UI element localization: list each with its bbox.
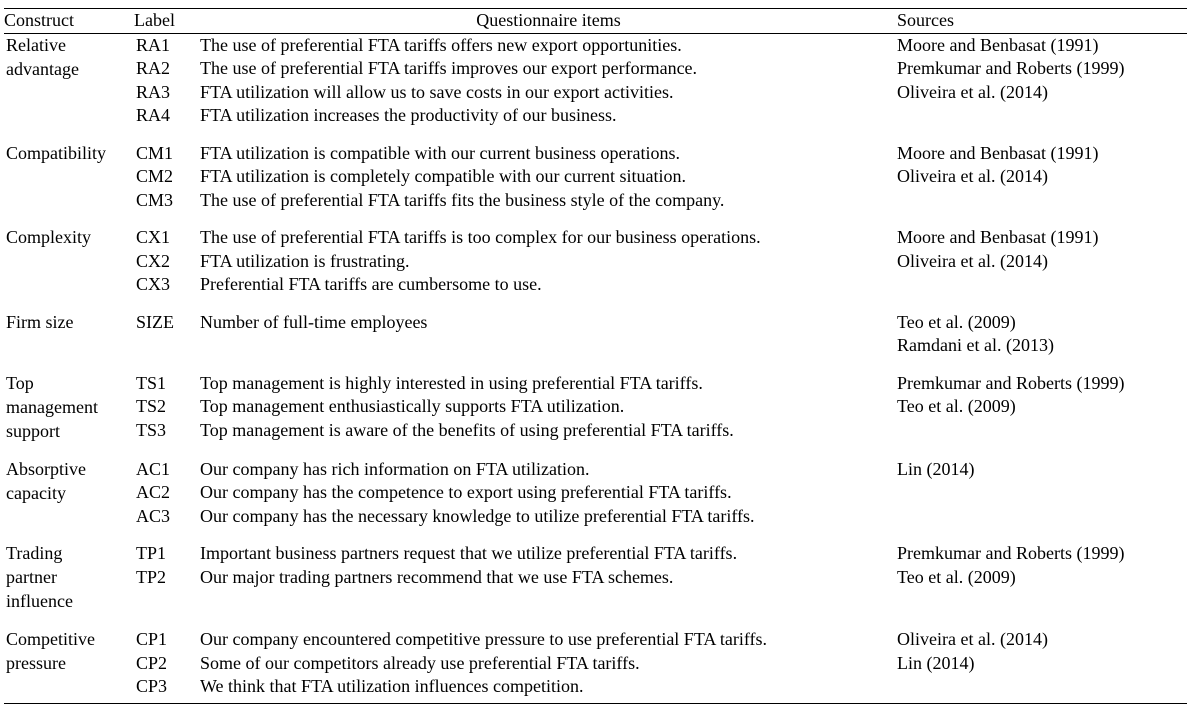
questionnaire-item: FTA utilization increases the productivity of our business. <box>200 105 617 125</box>
questionnaire-item: The use of preferential FTA tariffs improves our export performance. <box>200 58 698 78</box>
questionnaire-item: FTA utilization is completely compatible with our current situation. <box>200 166 686 186</box>
header-label: Label <box>134 10 175 30</box>
questionnaire-item: Important business partners request that we utilize preferential FTA tariffs. <box>200 543 738 563</box>
source-citation: Ramdani et al. (2013) <box>897 335 1054 355</box>
item-label: TP1 <box>136 543 167 563</box>
label-cell <box>134 33 200 142</box>
table-row <box>4 628 1187 703</box>
item-label: CX1 <box>136 227 171 247</box>
construct-text: support <box>6 420 60 441</box>
label-cell <box>134 226 200 311</box>
label-cell <box>134 311 200 372</box>
label-cell <box>134 628 200 703</box>
construct-cell <box>4 628 134 703</box>
item-label: RA4 <box>136 105 171 125</box>
items-cell <box>200 33 897 142</box>
source-citation: Moore and Benbasat (1991) <box>897 227 1099 247</box>
questionnaire-table <box>4 8 1187 703</box>
questionnaire-item: FTA utilization is frustrating. <box>200 250 410 271</box>
item-label: CM3 <box>136 189 174 210</box>
source-citation: Teo et al. (2009) <box>897 566 1016 587</box>
items-cell <box>200 458 897 543</box>
item-label: CX3 <box>136 274 171 294</box>
questionnaire-item: FTA utilization is compatible with our current business operations. <box>200 142 680 163</box>
item-label: CP3 <box>136 676 168 696</box>
sources-cell <box>897 226 1187 311</box>
construct-text: pressure <box>6 653 66 673</box>
source-citation: Lin (2014) <box>897 458 975 479</box>
questionnaire-item: The use of preferential FTA tariffs offers new export opportunities. <box>200 34 682 55</box>
questionnaire-item: Our major trading partners recommend that we use FTA schemes. <box>200 566 674 587</box>
table-row <box>4 33 1187 142</box>
questionnaire-item: Our company has the competence to export using preferential FTA tariffs. <box>200 482 732 502</box>
item-label: RA2 <box>136 58 171 78</box>
item-label: SIZE <box>136 311 174 332</box>
item-label: TP2 <box>136 566 167 587</box>
source-citation: Teo et al. (2009) <box>897 311 1016 332</box>
construct-text: Compatibility <box>6 142 107 163</box>
label-cell <box>134 142 200 227</box>
construct-text: Trading <box>6 543 63 563</box>
construct-cell <box>4 226 134 311</box>
table-row <box>4 142 1187 227</box>
item-label: TS1 <box>136 372 167 393</box>
construct-cell <box>4 458 134 543</box>
item-label: RA1 <box>136 34 171 55</box>
sources-cell <box>897 33 1187 142</box>
item-label: CP2 <box>136 652 168 673</box>
questionnaire-item: We think that FTA utilization influences competition. <box>200 676 584 696</box>
questionnaire-item: The use of preferential FTA tariffs fits the business style of the company. <box>200 189 725 210</box>
sources-cell <box>897 458 1187 543</box>
table-row <box>4 458 1187 543</box>
questionnaire-item: Our company has the necessary knowledge to utilize preferential FTA tariffs. <box>200 505 755 526</box>
source-citation: Premkumar and Roberts (1999) <box>897 58 1125 78</box>
construct-cell <box>4 311 134 372</box>
questionnaire-item: Top management enthusiastically supports FTA utilization. <box>200 396 625 416</box>
label-cell <box>134 458 200 543</box>
table-row <box>4 311 1187 372</box>
table-row <box>4 542 1187 628</box>
questionnaire-item: Number of full-time employees <box>200 311 428 332</box>
item-label: CM1 <box>136 142 174 163</box>
construct-cell <box>4 142 134 227</box>
sources-cell <box>897 311 1187 372</box>
source-citation: Teo et al. (2009) <box>897 396 1016 416</box>
questionnaire-item: FTA utilization will allow us to save costs in our export activities. <box>200 81 674 102</box>
item-label: CX2 <box>136 250 171 271</box>
source-citation: Oliveira et al. (2014) <box>897 629 1048 649</box>
items-cell <box>200 226 897 311</box>
questionnaire-table-container <box>4 8 1187 704</box>
construct-text: Relative <box>6 34 66 55</box>
construct-text: capacity <box>6 482 66 503</box>
source-citation: Oliveira et al. (2014) <box>897 166 1048 186</box>
sources-cell <box>897 628 1187 703</box>
construct-text: Absorptive <box>6 458 86 479</box>
item-label: CM2 <box>136 166 174 186</box>
table-row <box>4 372 1187 458</box>
construct-text: advantage <box>6 58 79 79</box>
label-cell <box>134 542 200 628</box>
source-citation: Moore and Benbasat (1991) <box>897 142 1099 163</box>
questionnaire-item: Top management is aware of the benefits of using preferential FTA tariffs. <box>200 419 734 440</box>
item-label: AC1 <box>136 458 171 479</box>
item-label: RA3 <box>136 81 171 102</box>
questionnaire-item: Preferential FTA tariffs are cumbersome to use. <box>200 274 542 294</box>
items-cell <box>200 372 897 458</box>
items-cell <box>200 311 897 372</box>
table-row <box>4 226 1187 311</box>
construct-text: Competitive <box>6 629 95 649</box>
table-bottom-rule <box>4 703 1187 704</box>
items-cell <box>200 542 897 628</box>
source-citation: Lin (2014) <box>897 652 975 673</box>
questionnaire-item: Our company encountered competitive pressure to use preferential FTA tariffs. <box>200 629 768 649</box>
sources-cell <box>897 542 1187 628</box>
source-citation: Oliveira et al. (2014) <box>897 250 1048 271</box>
item-label: TS3 <box>136 419 167 440</box>
construct-text: Complexity <box>6 227 91 247</box>
questionnaire-item: Our company has rich information on FTA utilization. <box>200 458 590 479</box>
questionnaire-item: Some of our competitors already use preferential FTA tariffs. <box>200 652 640 673</box>
source-citation: Premkumar and Roberts (1999) <box>897 543 1125 563</box>
source-citation: Premkumar and Roberts (1999) <box>897 372 1125 393</box>
label-cell <box>134 372 200 458</box>
sources-cell <box>897 372 1187 458</box>
table-header <box>4 9 1187 34</box>
construct-cell <box>4 372 134 458</box>
item-label: TS2 <box>136 396 167 416</box>
header-row <box>4 9 1187 34</box>
construct-text: influence <box>6 591 73 611</box>
header-sources: Sources <box>897 10 954 30</box>
construct-text: management <box>6 396 98 417</box>
table-body <box>4 33 1187 703</box>
item-label: AC2 <box>136 482 171 502</box>
item-label: CP1 <box>136 629 168 649</box>
construct-cell <box>4 542 134 628</box>
questionnaire-item: Top management is highly interested in using preferential FTA tariffs. <box>200 372 703 393</box>
questionnaire-item: The use of preferential FTA tariffs is too complex for our business operations. <box>200 227 761 247</box>
construct-text: Top <box>6 372 34 393</box>
construct-cell <box>4 33 134 142</box>
items-cell <box>200 142 897 227</box>
sources-cell <box>897 142 1187 227</box>
header-questionnaire-items: Questionnaire items <box>476 10 621 30</box>
header-construct: Construct <box>4 10 74 30</box>
construct-text: partner <box>6 567 57 587</box>
source-citation: Oliveira et al. (2014) <box>897 81 1048 102</box>
source-citation: Moore and Benbasat (1991) <box>897 34 1099 55</box>
items-cell <box>200 628 897 703</box>
item-label: AC3 <box>136 505 171 526</box>
construct-text: Firm size <box>6 311 74 332</box>
